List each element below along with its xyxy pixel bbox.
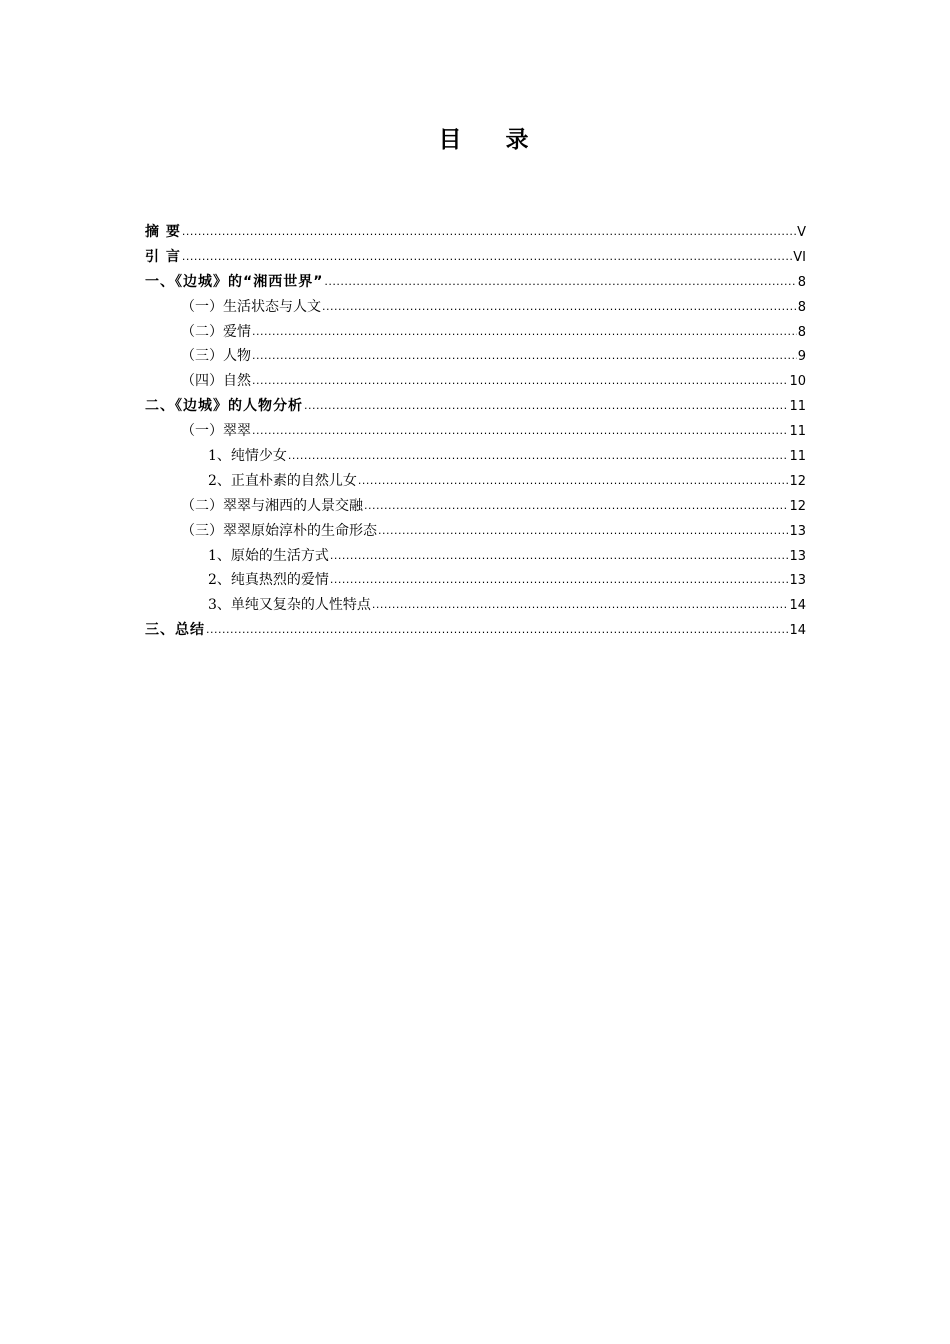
dot-leader: [206, 618, 788, 643]
dot-leader: [252, 369, 788, 394]
toc-page-number: 12: [789, 498, 806, 514]
toc-title: 目 录: [438, 127, 547, 153]
dot-leader: [182, 245, 792, 270]
dot-leader: [252, 320, 797, 345]
dot-leader: [330, 544, 789, 569]
dot-leader: [330, 568, 789, 593]
toc-page-number: 13: [789, 523, 806, 539]
dot-leader: [372, 593, 789, 618]
toc-entry-label: （二）爱情: [181, 323, 251, 340]
toc-entry-section-2-3-2[interactable]: [145, 568, 806, 593]
toc-entry-label: 引 言: [145, 248, 181, 265]
toc-entry-section-2-2[interactable]: [145, 494, 806, 519]
toc-entry-label: （三）人物: [181, 348, 251, 365]
dot-leader: [324, 270, 796, 295]
dot-leader: [378, 519, 788, 544]
toc-entry-abstract[interactable]: [145, 220, 806, 245]
toc-entry-section-2-1-1[interactable]: [145, 444, 806, 469]
toc-entry-section-2-3-3[interactable]: [145, 593, 806, 618]
toc-entry-chapter-2[interactable]: [145, 394, 806, 419]
toc-page-number: 8: [797, 324, 806, 340]
toc-page-number: 11: [789, 424, 806, 440]
toc-entry-label: （三）翠翠原始淳朴的生命形态: [181, 522, 377, 539]
toc-page-number: 11: [789, 449, 806, 465]
toc-page-number: 13: [789, 573, 806, 589]
toc-entry-section-2-1-2[interactable]: [145, 469, 806, 494]
toc-entry-label: 三、总结: [145, 622, 205, 639]
dot-leader: [304, 394, 788, 419]
toc-page-number: 14: [789, 598, 806, 614]
toc-entry-label: 1、原始的生活方式: [208, 547, 329, 564]
dot-leader: [182, 220, 796, 245]
dot-leader: [252, 344, 797, 369]
toc-page-number: 8: [797, 274, 806, 290]
dot-leader: [358, 469, 789, 494]
toc-entry-introduction[interactable]: [145, 245, 806, 270]
toc-entry-section-2-1[interactable]: [145, 419, 806, 444]
dot-leader: [322, 295, 797, 320]
toc-page-number: VI: [793, 249, 806, 265]
dot-leader: [364, 494, 788, 519]
toc-page-number: 8: [797, 299, 806, 315]
toc-entry-section-2-3[interactable]: [145, 519, 806, 544]
toc-page-number: V: [797, 225, 806, 240]
toc-entry-chapter-3[interactable]: [145, 618, 806, 643]
dot-leader: [252, 419, 788, 444]
dot-leader: [288, 444, 789, 469]
toc-page-number: 11: [789, 399, 806, 415]
toc-entry-label: （二）翠翠与湘西的人景交融: [181, 497, 363, 514]
toc-entry-chapter-1[interactable]: [145, 270, 806, 295]
toc-entry-section-1-4[interactable]: [145, 369, 806, 394]
toc-entry-label: （一）生活状态与人文: [181, 298, 321, 315]
toc-entry-label: 1、纯情少女: [208, 448, 287, 465]
toc-entry-label: 摘 要: [145, 224, 181, 240]
toc-entry-label: 2、纯真热烈的爱情: [208, 572, 329, 589]
toc-entry-section-2-3-1[interactable]: [145, 544, 806, 569]
toc-entry-label: 二、《边城》的人物分析: [145, 398, 303, 415]
toc-entry-label: （四）自然: [181, 373, 251, 390]
toc-entry-section-1-2[interactable]: [145, 320, 806, 345]
toc-entry-label: 一、《边城》的“湘西世界”: [145, 273, 324, 290]
table-of-contents: [145, 220, 806, 643]
toc-entry-section-1-3[interactable]: [145, 344, 806, 369]
toc-entry-label: 2、正直朴素的自然儿女: [208, 472, 357, 489]
toc-entry-section-1-1[interactable]: [145, 295, 806, 320]
toc-entry-label: （一）翠翠: [181, 423, 251, 440]
toc-page-number: 9: [797, 349, 806, 365]
toc-page-number: 10: [789, 374, 806, 390]
toc-page-number: 14: [789, 623, 806, 639]
toc-page-number: 12: [789, 473, 806, 489]
toc-page-number: 13: [789, 548, 806, 564]
toc-entry-label: 3、单纯又复杂的人性特点: [208, 597, 371, 614]
